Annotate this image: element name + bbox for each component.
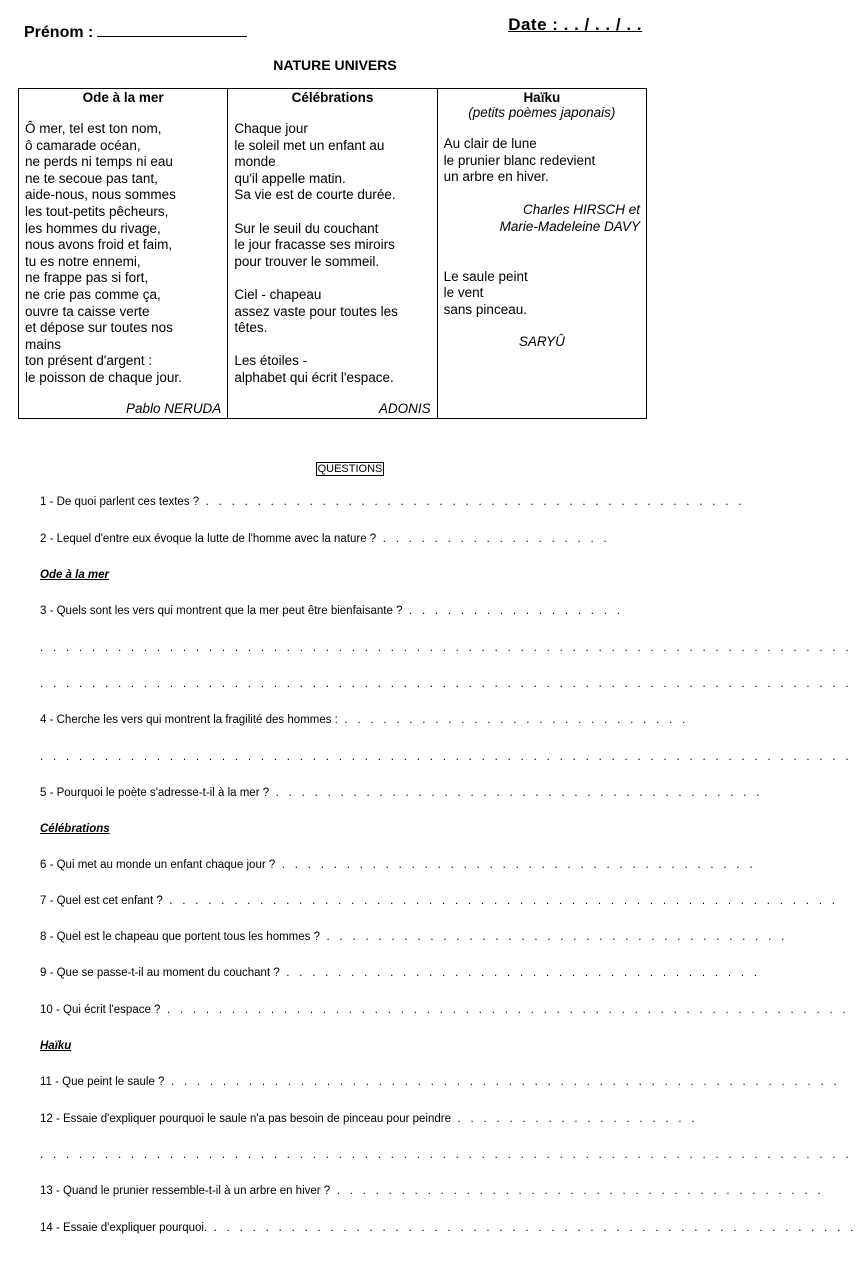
question-8 xyxy=(40,931,788,943)
prenom-field xyxy=(24,22,247,42)
haiku-body xyxy=(444,136,640,186)
poem-subtitle: (petits poèmes japonais) xyxy=(468,105,616,120)
poem-line: ne frappe pas si fort, xyxy=(25,270,149,286)
question-text: 13 - Quand le prunier ressemble-t-il à un arbre en hiver ? xyxy=(40,1185,331,1197)
answer-line[interactable]: . . . . . . . . . . . . . . . . . . . . . . . . . . . . . . . . . . . . . . . . . . . . . . . . . . . . xyxy=(164,1076,840,1088)
answer-line[interactable]: . . . . . . . . . . . . . . . . . . . . . . . . . . . . . . . . . . . . . xyxy=(275,859,756,871)
poem-line: Au clair de lune xyxy=(443,136,537,151)
poem-line: mains xyxy=(25,336,62,352)
question-11 xyxy=(40,1076,840,1088)
answer-line[interactable]: . . . . . . . . . . . . . . . . . . . . . . . . . . . . . . . . . . . . . . xyxy=(330,1185,824,1197)
prenom-blank[interactable] xyxy=(97,22,247,37)
poem-line: tu es notre ennemi, xyxy=(25,253,141,269)
page-title: NATURE UNIVERS xyxy=(273,57,397,73)
poem-line: les hommes du rivage, xyxy=(25,220,161,236)
question-text: 1 - De quoi parlent ces textes ? xyxy=(40,496,200,508)
date-field[interactable]: Date : . . / . . / . . xyxy=(508,15,642,34)
haiku-authors xyxy=(444,202,640,235)
poem-line: Sa vie est de courte durée. xyxy=(234,187,396,203)
poem-line: Ô mer, tel est ton nom, xyxy=(25,121,162,136)
question-text: 6 - Qui met au monde un enfant chaque jour ? xyxy=(40,859,276,871)
question-13 xyxy=(40,1185,824,1197)
section-ode: Ode à la mer xyxy=(40,569,110,581)
poem-line: Le saule peint xyxy=(443,268,528,284)
question-14 xyxy=(40,1222,857,1234)
answer-line[interactable]: . . . . . . . . . . . . . . . . . . . . . . . . . . . . . . . . . . . . . . . . . . . . . . . . . . . . . . . . . . . . . . . xyxy=(40,642,852,654)
poem-line: Les étoiles - xyxy=(234,353,308,369)
haiku-body xyxy=(444,269,640,319)
section-celebrations: Célébrations xyxy=(40,823,110,835)
question-text: 8 - Quel est le chapeau que portent tous les hommes ? xyxy=(40,931,320,943)
poem-author: Charles HIRSCH et xyxy=(522,202,640,218)
poem-title: Haïku xyxy=(523,90,561,105)
poem-author: Pablo NERUDA xyxy=(126,401,222,416)
poem-body xyxy=(234,121,430,387)
answer-line[interactable]: . . . . . . . . . . . . . . . . . . . . . . . . . . . . . . . . . . . . . xyxy=(279,967,761,979)
answer-line[interactable]: . . . . . . . . . . . . . . . . . . . . . . . . . . . . . . . . . . . . . . . . . . . . . . . . . . . . . . . . . . . . . . . xyxy=(40,751,852,763)
question-6 xyxy=(40,859,756,871)
poem-line: le poisson de chaque jour. xyxy=(25,369,182,385)
poem-line: ouvre ta caisse verte xyxy=(25,303,150,319)
answer-line[interactable]: . . . . . . . . . . . . . . . . . . . xyxy=(451,1113,698,1125)
poem-line: ne crie pas comme ça, xyxy=(25,286,161,302)
answer-line[interactable]: . . . . . . . . . . . . . . . . . . . . . . . . . . . . . . . . . . . . . . . . . . . . . . . . . . . . . . . . . . . . . . . xyxy=(40,1149,852,1161)
question-text: 10 - Qui écrit l'espace ? xyxy=(40,1004,161,1016)
poem-body xyxy=(25,121,221,387)
poem-celebrations-cell xyxy=(228,89,437,419)
answer-line[interactable]: . . . . . . . . . . . . . . . . . . . . . . . . . . . . . . . . . . . . . . . . . . . . . . . . . . . . . . . . . . . . . . . xyxy=(40,678,852,690)
answer-line[interactable]: . . . . . . . . . . . . . . . . . . xyxy=(376,533,611,545)
poem-line: les tout-petits pêcheurs, xyxy=(25,203,169,219)
poem-line: le vent xyxy=(443,285,484,301)
poem-haiku-cell xyxy=(437,89,646,419)
poem-line: sans pinceau. xyxy=(443,301,527,317)
poem-line: ton présent d'argent : xyxy=(25,353,153,369)
poem-line: têtes. xyxy=(234,320,268,336)
poem-title: Ode à la mer xyxy=(82,90,164,105)
poem-line: nous avons froid et faim, xyxy=(25,237,173,253)
question-12 xyxy=(40,1113,698,1125)
poem-line: le jour fracasse ses miroirs xyxy=(234,237,395,253)
poem-author: SARYÛ xyxy=(518,334,565,350)
question-text: 9 - Que se passe-t-il au moment du couchant ? xyxy=(40,967,280,979)
question-text: 4 - Cherche les vers qui montrent la fragilité des hommes : xyxy=(40,714,338,726)
poem-line: ô camarade océan, xyxy=(25,137,141,153)
poem-author: ADONIS xyxy=(378,401,431,416)
question-text: 7 - Quel est cet enfant ? xyxy=(40,895,163,907)
question-text: 2 - Lequel d'entre eux évoque la lutte de l'homme avec la nature ? xyxy=(40,533,377,545)
question-text: 5 - Pourquoi le poète s'adresse-t-il à la mer ? xyxy=(40,787,270,799)
answer-line[interactable]: . . . . . . . . . . . . . . . . . . . . . . . . . . . . . . . . . . . . . . xyxy=(269,787,763,799)
poem-line: Ciel - chapeau xyxy=(234,286,322,302)
poem-line: aide-nous, nous sommes xyxy=(25,187,176,203)
poem-ode-cell xyxy=(19,89,228,419)
question-text: 11 - Que peint le saule ? xyxy=(40,1076,165,1088)
questions-title: QUESTIONS xyxy=(317,463,383,475)
poem-line: assez vaste pour toutes les xyxy=(234,303,398,319)
question-text: 3 - Quels sont les vers qui montrent que la mer peut être bienfaisante ? xyxy=(40,605,403,617)
question-5 xyxy=(40,787,763,799)
poem-line: Sur le seuil du couchant xyxy=(234,220,379,236)
answer-line[interactable]: . . . . . . . . . . . . . . . . . . . . . . . . . . . . . . . . . . . . . . . . . . . . . . . . . . xyxy=(207,1222,857,1234)
poem-line: le prunier blanc redevient xyxy=(443,152,596,168)
section-haiku: Haïku xyxy=(40,1040,72,1052)
question-9 xyxy=(40,967,760,979)
question-10 xyxy=(40,1004,849,1016)
poem-line: pour trouver le sommeil. xyxy=(234,253,380,269)
poem-title: Célébrations xyxy=(291,90,374,105)
poem-line: ne te secoue pas tant, xyxy=(25,170,158,186)
prenom-label: Prénom : xyxy=(24,24,94,41)
question-1 xyxy=(40,496,745,508)
question-7 xyxy=(40,895,838,907)
question-text: 14 - Essaie d'expliquer pourquoi. xyxy=(40,1222,208,1234)
poem-author: Marie-Madeleine DAVY xyxy=(499,218,640,234)
questions-heading xyxy=(0,459,700,477)
answer-line[interactable]: . . . . . . . . . . . . . . . . . . . . . . . . . . . xyxy=(337,714,689,726)
poem-line: ne perds ni temps ni eau xyxy=(25,154,173,170)
poem-line: alphabet qui écrit l'espace. xyxy=(234,369,394,385)
question-text: 12 - Essaie d'expliquer pourquoi le saule n'a pas besoin de pinceau pour peindre xyxy=(40,1113,452,1125)
poems-table xyxy=(18,88,647,419)
poem-line: Chaque jour xyxy=(234,121,308,136)
answer-line[interactable]: . . . . . . . . . . . . . . . . . . . . . . . . . . . . . . . . . . . . xyxy=(320,931,788,943)
answer-line[interactable]: . . . . . . . . . . . . . . . . . . . . . . . . . . . . . . . . . . . . . . . . . . xyxy=(199,496,745,508)
answer-line[interactable]: . . . . . . . . . . . . . . . . . . . . . . . . . . . . . . . . . . . . . . . . . . . . . . . . . . . . xyxy=(162,895,839,907)
question-3 xyxy=(40,605,623,617)
poem-line: le soleil met un enfant au xyxy=(234,137,385,153)
question-4 xyxy=(40,714,689,726)
poem-line: un arbre en hiver. xyxy=(443,169,549,185)
answer-line[interactable]: . . . . . . . . . . . . . . . . . . . . . . . . . . . . . . . . . . . . . . . . . . . . . . . . . . . . . xyxy=(160,1004,849,1016)
poem-line: qu'il appelle matin. xyxy=(234,170,346,186)
answer-line[interactable]: . . . . . . . . . . . . . . . . . xyxy=(402,605,624,617)
poem-line: monde xyxy=(234,154,276,170)
poem-line: et dépose sur toutes nos xyxy=(25,320,173,336)
question-2 xyxy=(40,533,610,545)
